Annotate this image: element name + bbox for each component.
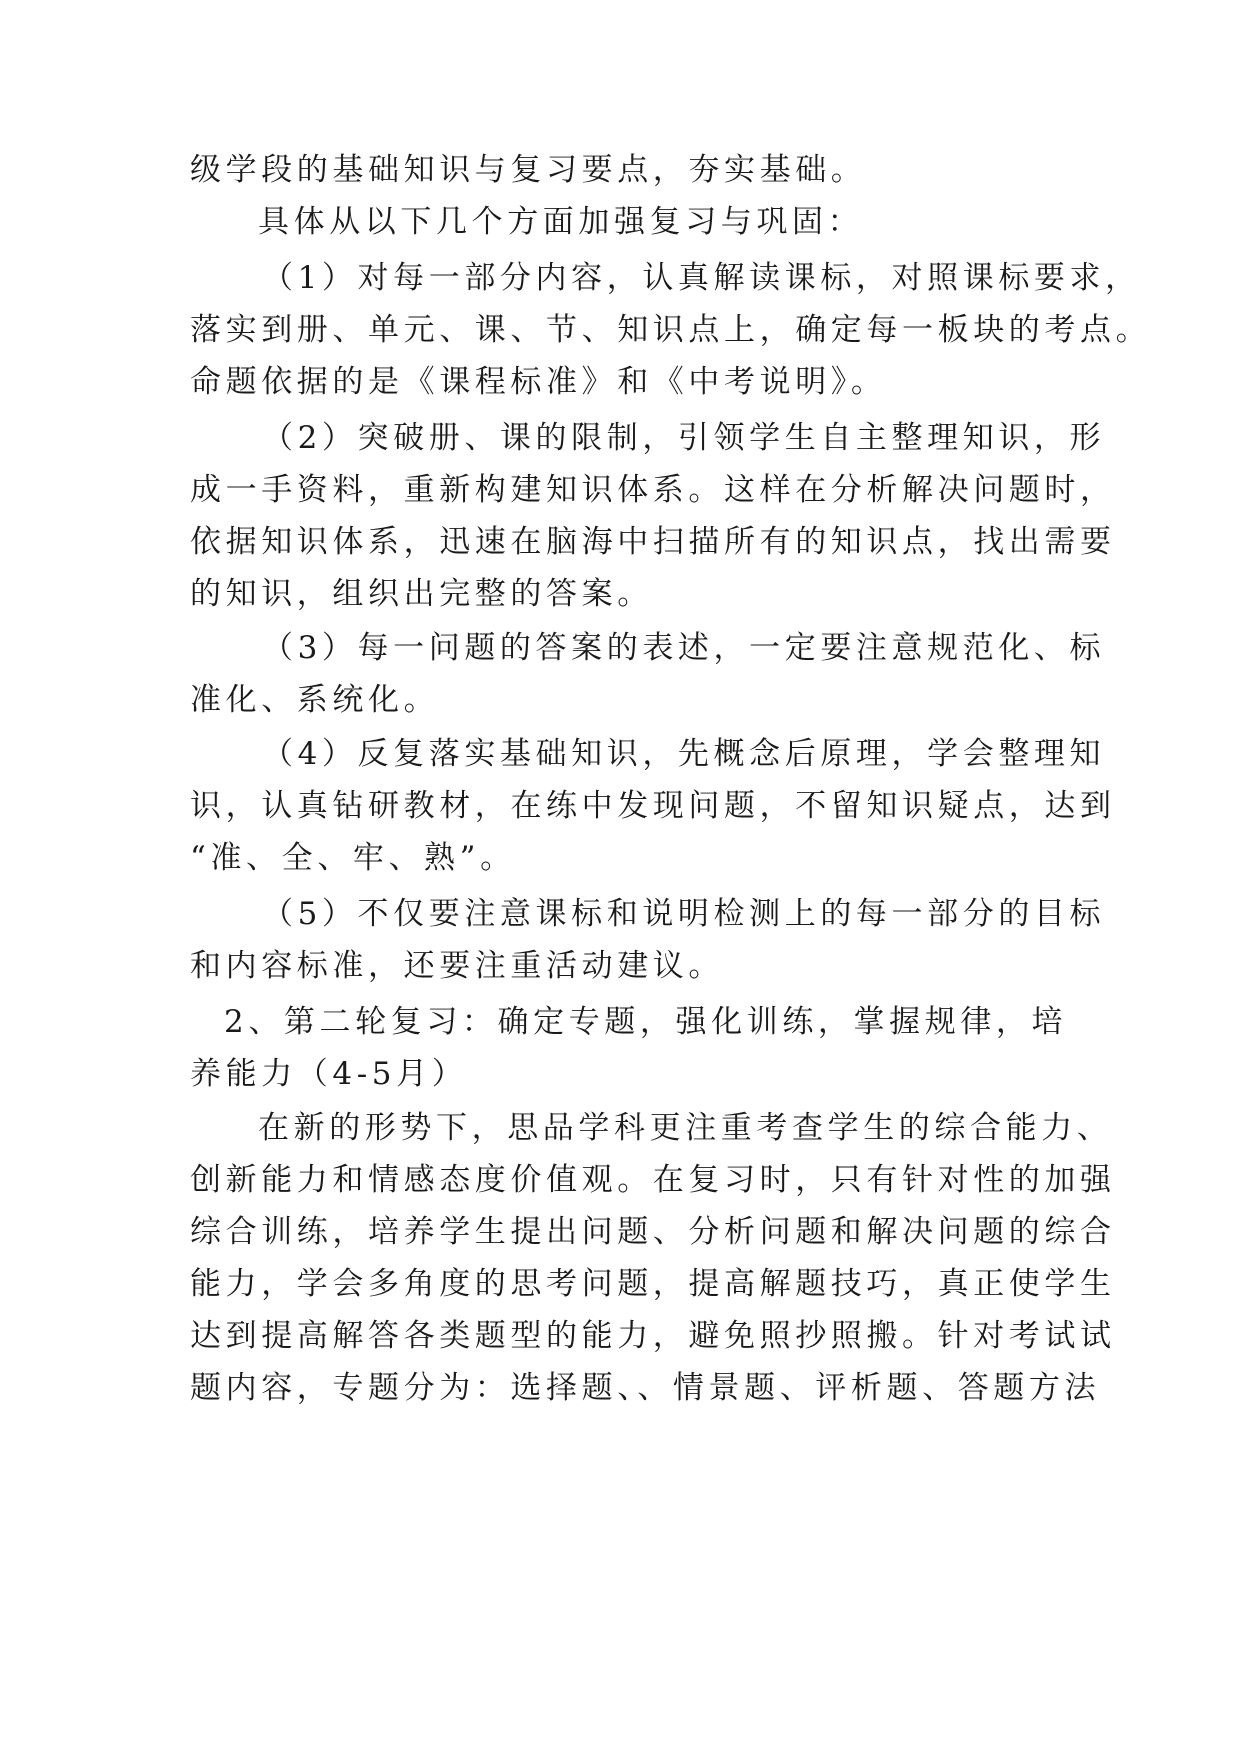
text-line: 养能力（4-5月） bbox=[190, 1056, 468, 1092]
text-line: 创新能力和情感态度价值观。在复习时，只有针对性的加强 bbox=[190, 1162, 1116, 1198]
text-line: 依据知识体系，迅速在脑海中扫描所有的知识点，找出需要 bbox=[190, 524, 1116, 560]
text-line: （3）每一问题的答案的表述，一定要注意规范化、标 bbox=[262, 630, 1106, 666]
text-line: 2、第二轮复习：确定专题，强化训练，掌握规律，培 bbox=[224, 1004, 1068, 1040]
text-line: 能力，学会多角度的思考问题，提高解题技巧，真正使学生 bbox=[190, 1266, 1116, 1302]
text-line: （5）不仅要注意课标和说明检测上的每一部分的目标 bbox=[262, 896, 1106, 932]
text-line: 和内容标准，还要注重活动建议。 bbox=[190, 948, 724, 984]
text-line: （2）突破册、课的限制，引领学生自主整理知识，形 bbox=[262, 420, 1106, 456]
text-line: 题内容，专题分为：选择题、、情景题、评析题、答题方法 bbox=[190, 1370, 1101, 1406]
text-line: 具体从以下几个方面加强复习与巩固： bbox=[258, 204, 864, 240]
text-line: “准、全、牢、熟”。 bbox=[190, 840, 516, 876]
text-line: 准化、系统化。 bbox=[190, 682, 440, 718]
text-line: 综合训练，培养学生提出问题、分析问题和解决问题的综合 bbox=[190, 1214, 1116, 1250]
text-line: 达到提高解答各类题型的能力，避免照抄照搬。针对考试试 bbox=[190, 1318, 1116, 1354]
text-line: 识，认真钻研教材，在练中发现问题，不留知识疑点，达到 bbox=[190, 788, 1116, 824]
text-line: 落实到册、单元、课、节、知识点上，确定每一板块的考点。 bbox=[190, 312, 1152, 348]
text-line: （1）对每一部分内容，认真解读课标，对照课标要求， bbox=[262, 260, 1141, 296]
text-line: 在新的形势下，思品学科更注重考查学生的综合能力、 bbox=[258, 1110, 1113, 1146]
text-line: （4）反复落实基础知识，先概念后原理，学会整理知 bbox=[262, 736, 1106, 772]
text-line: 命题依据的是《课程标准》和《中考说明》。 bbox=[190, 364, 887, 400]
text-line: 级学段的基础知识与复习要点，夯实基础。 bbox=[190, 152, 867, 188]
text-line: 成一手资料，重新构建知识体系。这样在分析解决问题时， bbox=[190, 472, 1116, 508]
text-line: 的知识，组织出完整的答案。 bbox=[190, 576, 653, 612]
